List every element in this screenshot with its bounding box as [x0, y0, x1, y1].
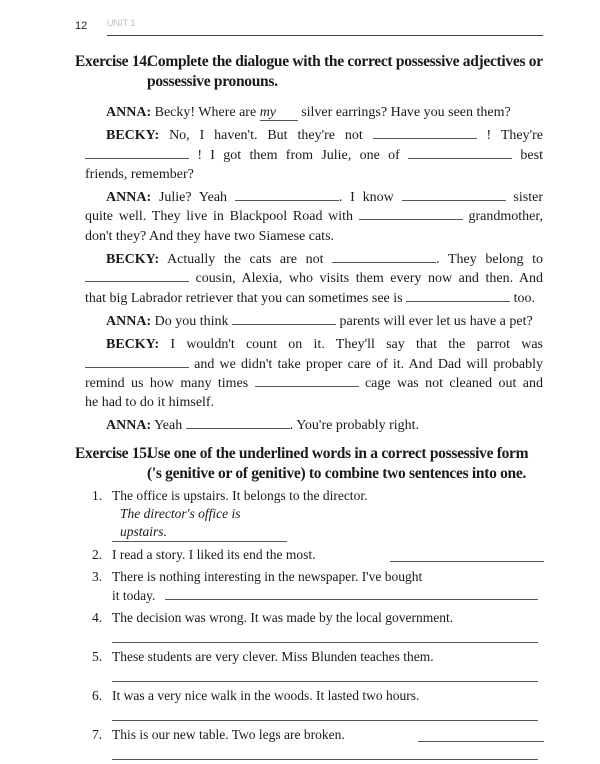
- item-number: 3.: [92, 569, 103, 584]
- speaker-name: BECKY:: [106, 128, 160, 144]
- dialogue-paragraph: [85, 335, 543, 412]
- answer-blank[interactable]: [85, 146, 189, 159]
- dialogue-line: [85, 103, 543, 122]
- dialogue-text: friends, remember?: [85, 166, 194, 182]
- item-text: it today.: [112, 588, 156, 603]
- exercise-14-title: [75, 52, 545, 92]
- item-text: The office is upstairs. It belongs to the director.: [112, 488, 368, 503]
- answer-blank[interactable]: [359, 207, 463, 220]
- page-number: 12: [75, 20, 88, 32]
- dialogue-line: [85, 355, 543, 374]
- exercise-label: Exercise 14.: [75, 53, 151, 70]
- dialogue-text: parents will ever let us have a pet?: [336, 313, 533, 329]
- answer-blank[interactable]: [408, 146, 512, 159]
- dialogue-line: [85, 374, 543, 393]
- item-text: It was a very nice walk in the woods. It lasted two hours.: [112, 688, 420, 703]
- answer-blank[interactable]: [406, 289, 510, 302]
- answer-line[interactable]: [165, 587, 538, 600]
- answer-blank[interactable]: [85, 355, 189, 368]
- answer-line[interactable]: [112, 705, 538, 721]
- dialogue-line: [85, 227, 543, 246]
- answer-blank[interactable]: [332, 250, 436, 263]
- item-text: There is nothing interesting in the newspaper. I've bought: [112, 569, 423, 584]
- dialogue-line: [85, 207, 543, 226]
- dialogue-line: [85, 335, 543, 354]
- dialogue-line: [85, 165, 543, 184]
- dialogue-text: ! I got them from Julie, one of: [189, 147, 409, 163]
- answer-blank[interactable]: [255, 374, 359, 387]
- speaker-name: ANNA:: [106, 313, 152, 329]
- dialogue-paragraph: [85, 103, 543, 122]
- dialogue-text: Do you think: [154, 313, 232, 329]
- item-sentence: [112, 686, 544, 705]
- answer-blank[interactable]: [235, 188, 339, 201]
- item-sentence: [112, 486, 544, 505]
- speaker-name: BECKY:: [106, 252, 160, 268]
- dialogue-text: sister: [505, 190, 543, 206]
- item-number: 4.: [92, 610, 103, 625]
- exercise-instructions: Use one of the underlined words in a correct possessive form ('s genitive or of genitive) to combine two sentences into one.: [147, 445, 529, 482]
- item-number: 1.: [92, 488, 103, 503]
- exercise-item: [92, 567, 544, 605]
- dialogue-line: [85, 393, 543, 412]
- dialogue-text: silver earrings? Have you seen them?: [297, 105, 511, 120]
- answer-blank[interactable]: my: [260, 108, 298, 121]
- dialogue-text: quite well. They live in Blackpool Road with: [85, 209, 359, 225]
- answer-line[interactable]: [112, 627, 538, 643]
- item-text: These students are very clever. Miss Blunden teaches them.: [112, 649, 434, 664]
- dialogue-text: cousin, Alexia, who visits them every now and then. And: [189, 271, 543, 287]
- item-sentence: [112, 725, 544, 744]
- dialogue-paragraph: [85, 250, 543, 308]
- item-text: This is our new table. Two legs are broken.: [112, 727, 345, 742]
- item-number: 6.: [92, 688, 103, 703]
- answer-line[interactable]: [112, 744, 538, 760]
- unit-label: UNIT 1: [107, 18, 136, 28]
- exercise-instructions: Complete the dialogue with the correct possessive adjectives or possessive pronouns.: [147, 53, 543, 90]
- item-number: 5.: [92, 649, 103, 664]
- answer-line[interactable]: [390, 549, 544, 562]
- header-rule: [107, 35, 543, 36]
- item-text: The decision was wrong. It was made by the local government.: [112, 610, 454, 625]
- item-number: 7.: [92, 727, 103, 742]
- dialogue-text: Actually the cats are not: [167, 252, 333, 268]
- answer-line[interactable]: [112, 666, 538, 682]
- dialogue-text: and we didn't take proper care of it. And Dad will probably: [189, 356, 543, 372]
- dialogue-text: I wouldn't count on it. They'll say that the parrot was: [170, 337, 544, 353]
- dialogue-line: [85, 289, 543, 308]
- dialogue-text: No, I haven't. But they're not: [169, 128, 373, 144]
- speaker-name: ANNA:: [106, 190, 152, 206]
- speaker-name: ANNA:: [106, 418, 152, 434]
- dialogue-line: [85, 126, 543, 145]
- exercise-item: [92, 647, 544, 682]
- answer-blank[interactable]: [85, 269, 189, 282]
- dialogue-text: grandmother,: [462, 209, 543, 225]
- item-sentence: [112, 647, 544, 666]
- page-header: [75, 18, 543, 36]
- exercise-item: [92, 545, 544, 564]
- exercise-15-title: [75, 444, 545, 484]
- dialogue-text: Julie? Yeah: [158, 190, 235, 206]
- dialogue-text: . You're probably right.: [289, 418, 420, 434]
- answer-text: The director's office is upstairs.: [120, 506, 241, 539]
- dialogue-text: ! They're: [476, 128, 543, 144]
- dialogue-text: that big Labrador retriever that you can sometimes see is: [85, 290, 407, 306]
- dialogue-line: [85, 269, 543, 288]
- dialogue-text: . They belong to: [436, 252, 543, 268]
- answer-blank[interactable]: [186, 416, 290, 429]
- item-sentence: [112, 567, 544, 586]
- dialogue-text: remind us how many times: [85, 375, 255, 391]
- answer-blank[interactable]: [402, 188, 506, 201]
- answer-blank[interactable]: [373, 126, 477, 139]
- exercise-15-items: [92, 486, 544, 764]
- dialogue-text: . I know: [338, 190, 402, 206]
- answer-line[interactable]: [418, 729, 544, 742]
- exercise-label: Exercise 15.: [75, 445, 151, 462]
- item-number: 2.: [92, 547, 103, 562]
- dialogue-text: he had to do it himself.: [85, 395, 215, 411]
- item-text: I read a story. I liked its end the most.: [112, 547, 316, 562]
- dialogue-text: Becky! Where are: [154, 105, 260, 120]
- dialogue-paragraph: [85, 416, 543, 435]
- dialogue-line: [85, 146, 543, 165]
- exercise-item: [92, 725, 544, 760]
- dialogue-text: cage was not cleaned out and: [358, 375, 543, 391]
- exercise-item: [92, 686, 544, 721]
- dialogue-line: [85, 312, 543, 331]
- dialogue-paragraph: [85, 188, 543, 246]
- exercise-item: [92, 608, 544, 643]
- speaker-name: BECKY:: [106, 337, 160, 353]
- dialogue-text: don't they? And they have two Siamese cats.: [85, 228, 335, 244]
- dialogue-paragraph: [85, 126, 543, 184]
- speaker-name: ANNA:: [106, 105, 152, 120]
- answer-blank[interactable]: [232, 312, 336, 325]
- item-sentence: [112, 545, 544, 564]
- dialogue-paragraph: [85, 312, 543, 331]
- dialogue-text: best: [512, 147, 543, 163]
- dialogue-line: [85, 416, 543, 435]
- sample-answer[interactable]: [112, 505, 287, 542]
- dialogue-line: [85, 188, 543, 207]
- dialogue-text: Yeah: [154, 418, 186, 434]
- dialogue: [85, 99, 543, 436]
- dialogue-text: too.: [510, 290, 536, 306]
- item-sentence-cont: [112, 586, 544, 605]
- item-sentence: [112, 608, 544, 627]
- exercise-item: [92, 486, 544, 542]
- dialogue-line: [85, 250, 543, 269]
